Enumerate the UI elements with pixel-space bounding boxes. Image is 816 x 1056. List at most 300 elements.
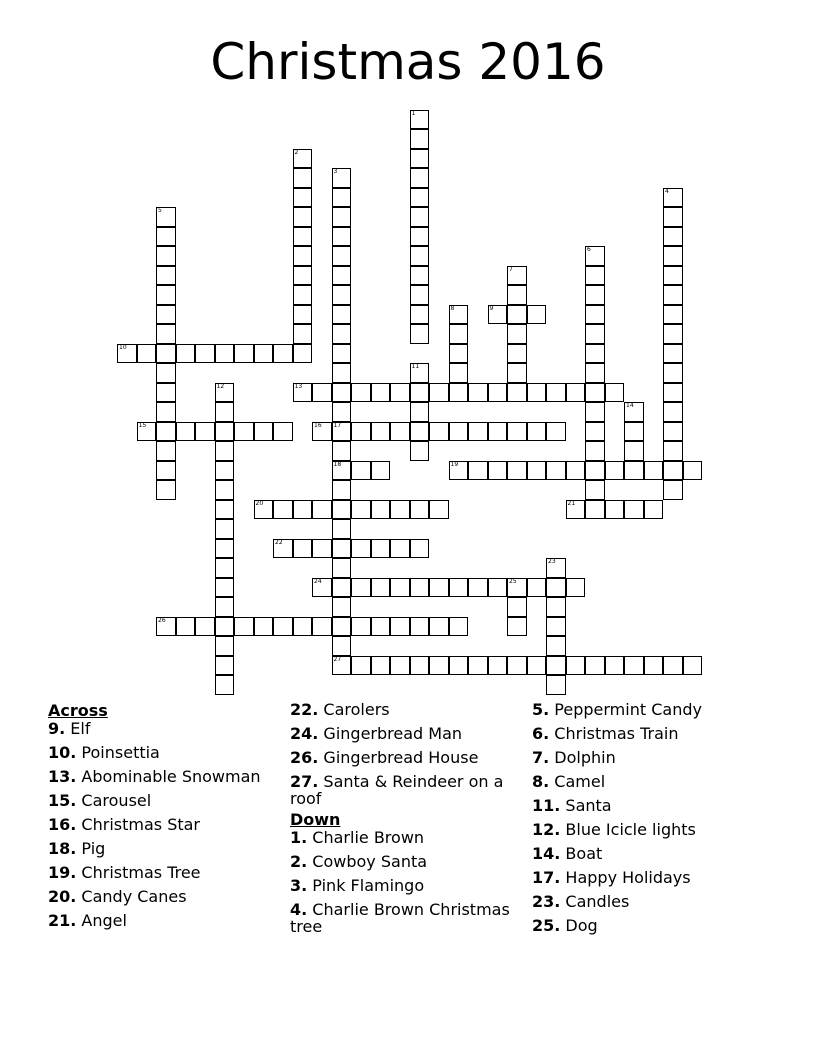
grid-cell[interactable] bbox=[215, 578, 235, 598]
cell-number: 13 bbox=[294, 382, 303, 390]
grid-cell[interactable] bbox=[527, 383, 547, 403]
down-clue bbox=[532, 821, 772, 838]
grid-cell[interactable] bbox=[332, 500, 352, 520]
grid-cell[interactable] bbox=[410, 402, 430, 422]
grid-cell[interactable] bbox=[176, 422, 196, 442]
across-clue bbox=[48, 912, 288, 929]
grid-cell[interactable] bbox=[332, 422, 352, 442]
grid-cell[interactable] bbox=[332, 207, 352, 227]
grid-cell[interactable] bbox=[429, 578, 449, 598]
grid-cell[interactable] bbox=[410, 305, 430, 325]
clue-number: 5. bbox=[532, 700, 550, 719]
grid-cell[interactable] bbox=[546, 383, 566, 403]
grid-cell[interactable] bbox=[332, 441, 352, 461]
grid-cell[interactable] bbox=[429, 383, 449, 403]
down-clue bbox=[532, 701, 772, 718]
clue-text: Peppermint Candy bbox=[549, 700, 702, 719]
grid-cell[interactable] bbox=[332, 558, 352, 578]
grid-cell[interactable] bbox=[156, 363, 176, 383]
grid-cell[interactable] bbox=[156, 344, 176, 364]
grid-cell[interactable] bbox=[410, 656, 430, 676]
clue-text: Camel bbox=[549, 772, 606, 791]
grid-cell[interactable] bbox=[663, 207, 683, 227]
grid-cell[interactable] bbox=[663, 285, 683, 305]
grid-cell[interactable] bbox=[566, 500, 586, 520]
grid-cell[interactable] bbox=[351, 500, 371, 520]
grid-cell[interactable] bbox=[585, 363, 605, 383]
grid-cell[interactable] bbox=[273, 344, 293, 364]
grid-cell[interactable] bbox=[293, 617, 313, 637]
grid-cell[interactable] bbox=[585, 441, 605, 461]
grid-cell[interactable] bbox=[585, 461, 605, 481]
cell-number: 3 bbox=[333, 168, 338, 175]
grid-cell[interactable] bbox=[156, 266, 176, 286]
grid-cell[interactable] bbox=[215, 383, 235, 403]
grid-cell[interactable] bbox=[410, 422, 430, 442]
grid-cell[interactable] bbox=[449, 324, 469, 344]
grid-cell[interactable] bbox=[507, 344, 527, 364]
grid-cell[interactable] bbox=[488, 656, 508, 676]
grid-cell[interactable] bbox=[507, 578, 527, 598]
grid-cell[interactable] bbox=[293, 500, 313, 520]
across-clue-list-continued bbox=[290, 701, 530, 807]
grid-cell[interactable] bbox=[546, 597, 566, 617]
grid-cell[interactable] bbox=[488, 383, 508, 403]
grid-cell[interactable] bbox=[254, 500, 274, 520]
grid-cell[interactable] bbox=[332, 656, 352, 676]
grid-cell[interactable] bbox=[585, 383, 605, 403]
grid-cell[interactable] bbox=[683, 656, 703, 676]
down-clue bbox=[290, 877, 530, 894]
grid-cell[interactable] bbox=[585, 344, 605, 364]
grid-cell[interactable] bbox=[332, 344, 352, 364]
grid-cell[interactable] bbox=[429, 617, 449, 637]
grid-cell[interactable] bbox=[215, 558, 235, 578]
across-clue bbox=[48, 816, 288, 833]
grid-cell[interactable] bbox=[527, 422, 547, 442]
grid-cell[interactable] bbox=[215, 636, 235, 656]
grid-cell[interactable] bbox=[156, 422, 176, 442]
grid-cell[interactable] bbox=[195, 344, 215, 364]
clue-text: Abominable Snowman bbox=[76, 767, 261, 786]
grid-cell[interactable] bbox=[410, 266, 430, 286]
grid-cell[interactable] bbox=[429, 422, 449, 442]
grid-cell[interactable] bbox=[351, 422, 371, 442]
grid-cell[interactable] bbox=[390, 578, 410, 598]
grid-cell[interactable] bbox=[410, 129, 430, 149]
grid-cell[interactable] bbox=[137, 422, 157, 442]
grid-cell[interactable] bbox=[663, 441, 683, 461]
grid-cell[interactable] bbox=[566, 383, 586, 403]
grid-cell[interactable] bbox=[371, 422, 391, 442]
grid-cell[interactable] bbox=[215, 461, 235, 481]
grid-cell[interactable] bbox=[234, 617, 254, 637]
grid-cell[interactable] bbox=[332, 305, 352, 325]
grid-cell[interactable] bbox=[507, 324, 527, 344]
grid-cell[interactable] bbox=[410, 149, 430, 169]
grid-cell[interactable] bbox=[468, 461, 488, 481]
grid-cell[interactable] bbox=[585, 285, 605, 305]
grid-cell[interactable] bbox=[449, 422, 469, 442]
grid-cell[interactable] bbox=[234, 344, 254, 364]
grid-cell[interactable] bbox=[605, 383, 625, 403]
grid-cell[interactable] bbox=[527, 656, 547, 676]
across-clue bbox=[290, 773, 530, 807]
grid-cell[interactable] bbox=[176, 617, 196, 637]
grid-cell[interactable] bbox=[293, 285, 313, 305]
grid-cell[interactable] bbox=[585, 480, 605, 500]
grid-cell[interactable] bbox=[546, 656, 566, 676]
grid-cell[interactable] bbox=[351, 539, 371, 559]
grid-cell[interactable] bbox=[293, 207, 313, 227]
grid-cell[interactable] bbox=[468, 656, 488, 676]
grid-cell[interactable] bbox=[156, 285, 176, 305]
across-clue bbox=[48, 864, 288, 881]
grid-cell[interactable] bbox=[507, 285, 527, 305]
grid-cell[interactable] bbox=[507, 461, 527, 481]
grid-cell[interactable] bbox=[371, 578, 391, 598]
grid-cell[interactable] bbox=[624, 656, 644, 676]
grid-cell[interactable] bbox=[293, 188, 313, 208]
grid-cell[interactable] bbox=[488, 305, 508, 325]
grid-cell[interactable] bbox=[410, 207, 430, 227]
grid-cell[interactable] bbox=[332, 597, 352, 617]
grid-cell[interactable] bbox=[527, 461, 547, 481]
grid-cell[interactable] bbox=[371, 383, 391, 403]
grid-cell[interactable] bbox=[351, 461, 371, 481]
grid-cell[interactable] bbox=[293, 227, 313, 247]
clue-text: Charlie Brown Christmas tree bbox=[290, 900, 510, 936]
clues-column-1 bbox=[48, 701, 288, 936]
grid-cell[interactable] bbox=[254, 344, 274, 364]
grid-cell[interactable] bbox=[624, 441, 644, 461]
grid-cell[interactable] bbox=[663, 344, 683, 364]
grid-cell[interactable] bbox=[449, 305, 469, 325]
grid-cell[interactable] bbox=[585, 266, 605, 286]
grid-cell[interactable] bbox=[332, 480, 352, 500]
grid-cell[interactable] bbox=[371, 539, 391, 559]
grid-cell[interactable] bbox=[585, 656, 605, 676]
grid-cell[interactable] bbox=[156, 383, 176, 403]
grid-cell[interactable] bbox=[624, 461, 644, 481]
grid-cell[interactable] bbox=[332, 246, 352, 266]
grid-cell[interactable] bbox=[507, 383, 527, 403]
grid-cell[interactable] bbox=[410, 383, 430, 403]
grid-cell[interactable] bbox=[683, 461, 703, 481]
grid-cell[interactable] bbox=[215, 656, 235, 676]
grid-cell[interactable] bbox=[215, 422, 235, 442]
grid-cell[interactable] bbox=[293, 246, 313, 266]
grid-cell[interactable] bbox=[156, 461, 176, 481]
clue-number: 14. bbox=[532, 844, 561, 863]
cell-number: 23 bbox=[548, 558, 556, 565]
grid-cell[interactable] bbox=[371, 500, 391, 520]
cell-number: 11 bbox=[411, 363, 420, 370]
clue-text: Poinsettia bbox=[76, 743, 160, 762]
grid-cell[interactable] bbox=[507, 305, 527, 325]
grid-cell[interactable] bbox=[312, 422, 332, 442]
clue-number: 19. bbox=[48, 863, 77, 882]
grid-cell[interactable] bbox=[215, 519, 235, 539]
down-clue bbox=[532, 797, 772, 814]
grid-cell[interactable] bbox=[351, 383, 371, 403]
grid-cell[interactable] bbox=[156, 246, 176, 266]
grid-cell[interactable] bbox=[663, 383, 683, 403]
grid-cell[interactable] bbox=[410, 617, 430, 637]
grid-cell[interactable] bbox=[507, 617, 527, 637]
grid-cell[interactable] bbox=[332, 188, 352, 208]
grid-cell[interactable] bbox=[215, 617, 235, 637]
grid-cell[interactable] bbox=[351, 656, 371, 676]
grid-cell[interactable] bbox=[293, 383, 313, 403]
grid-cell[interactable] bbox=[332, 324, 352, 344]
grid-cell[interactable] bbox=[507, 656, 527, 676]
grid-cell[interactable] bbox=[585, 402, 605, 422]
grid-cell[interactable] bbox=[176, 344, 196, 364]
grid-cell[interactable] bbox=[449, 578, 469, 598]
grid-cell[interactable] bbox=[605, 500, 625, 520]
grid-cell[interactable] bbox=[293, 266, 313, 286]
grid-cell[interactable] bbox=[332, 402, 352, 422]
grid-cell[interactable] bbox=[644, 656, 664, 676]
grid-cell[interactable] bbox=[156, 617, 176, 637]
grid-cell[interactable] bbox=[312, 617, 332, 637]
grid-cell[interactable] bbox=[585, 324, 605, 344]
grid-cell[interactable] bbox=[156, 324, 176, 344]
grid-cell[interactable] bbox=[332, 461, 352, 481]
grid-cell[interactable] bbox=[429, 500, 449, 520]
grid-cell[interactable] bbox=[312, 539, 332, 559]
grid-cell[interactable] bbox=[332, 383, 352, 403]
cell-number: 18 bbox=[333, 460, 342, 468]
cell-number: 6 bbox=[587, 246, 591, 253]
grid-cell[interactable] bbox=[566, 578, 586, 598]
grid-cell[interactable] bbox=[332, 363, 352, 383]
grid-cell[interactable] bbox=[663, 266, 683, 286]
grid-cell[interactable] bbox=[663, 305, 683, 325]
cell-number: 12 bbox=[216, 382, 225, 390]
grid-cell[interactable] bbox=[449, 383, 469, 403]
grid-cell[interactable] bbox=[215, 597, 235, 617]
grid-cell[interactable] bbox=[546, 617, 566, 637]
grid-cell[interactable] bbox=[332, 519, 352, 539]
grid-cell[interactable] bbox=[429, 656, 449, 676]
grid-cell[interactable] bbox=[507, 266, 527, 286]
grid-cell[interactable] bbox=[156, 207, 176, 227]
grid-cell[interactable] bbox=[488, 578, 508, 598]
grid-cell[interactable] bbox=[312, 578, 332, 598]
grid-cell[interactable] bbox=[215, 402, 235, 422]
grid-cell[interactable] bbox=[273, 617, 293, 637]
across-clue bbox=[290, 701, 530, 718]
grid-cell[interactable] bbox=[137, 344, 157, 364]
grid-cell[interactable] bbox=[234, 422, 254, 442]
grid-cell[interactable] bbox=[215, 539, 235, 559]
grid-cell[interactable] bbox=[507, 422, 527, 442]
grid-cell[interactable] bbox=[156, 227, 176, 247]
grid-cell[interactable] bbox=[449, 617, 469, 637]
grid-cell[interactable] bbox=[644, 461, 664, 481]
grid-cell[interactable] bbox=[605, 656, 625, 676]
grid-cell[interactable] bbox=[332, 266, 352, 286]
grid-cell[interactable] bbox=[585, 500, 605, 520]
grid-cell[interactable] bbox=[332, 578, 352, 598]
across-clue bbox=[48, 840, 288, 857]
grid-cell[interactable] bbox=[468, 578, 488, 598]
grid-cell[interactable] bbox=[293, 149, 313, 169]
grid-cell[interactable] bbox=[527, 578, 547, 598]
grid-cell[interactable] bbox=[410, 441, 430, 461]
grid-cell[interactable] bbox=[410, 188, 430, 208]
grid-cell[interactable] bbox=[332, 617, 352, 637]
clue-text: Gingerbread House bbox=[318, 748, 479, 767]
grid-cell[interactable] bbox=[390, 656, 410, 676]
grid-cell[interactable] bbox=[332, 539, 352, 559]
grid-cell[interactable] bbox=[605, 461, 625, 481]
grid-cell[interactable] bbox=[488, 422, 508, 442]
grid-cell[interactable] bbox=[585, 246, 605, 266]
grid-cell[interactable] bbox=[546, 558, 566, 578]
grid-cell[interactable] bbox=[273, 422, 293, 442]
grid-cell[interactable] bbox=[663, 402, 683, 422]
grid-cell[interactable] bbox=[624, 500, 644, 520]
clue-text: Christmas Tree bbox=[76, 863, 201, 882]
grid-cell[interactable] bbox=[371, 656, 391, 676]
grid-cell[interactable] bbox=[663, 656, 683, 676]
grid-cell[interactable] bbox=[663, 363, 683, 383]
grid-cell[interactable] bbox=[488, 461, 508, 481]
grid-cell[interactable] bbox=[332, 636, 352, 656]
grid-cell[interactable] bbox=[156, 305, 176, 325]
grid-cell[interactable] bbox=[215, 344, 235, 364]
grid-cell[interactable] bbox=[566, 656, 586, 676]
grid-cell[interactable] bbox=[293, 344, 313, 364]
grid-cell[interactable] bbox=[566, 461, 586, 481]
clue-number: 20. bbox=[48, 887, 77, 906]
grid-cell[interactable] bbox=[390, 422, 410, 442]
grid-cell[interactable] bbox=[449, 344, 469, 364]
grid-cell[interactable] bbox=[546, 578, 566, 598]
grid-cell[interactable] bbox=[585, 422, 605, 442]
grid-cell[interactable] bbox=[410, 578, 430, 598]
grid-cell[interactable] bbox=[312, 383, 332, 403]
clue-text: Charlie Brown bbox=[307, 828, 425, 847]
grid-cell[interactable] bbox=[312, 500, 332, 520]
grid-cell[interactable] bbox=[390, 383, 410, 403]
clue-text: Angel bbox=[76, 911, 127, 930]
grid-cell[interactable] bbox=[215, 675, 235, 695]
grid-cell[interactable] bbox=[663, 227, 683, 247]
grid-cell[interactable] bbox=[215, 500, 235, 520]
grid-cell[interactable] bbox=[410, 363, 430, 383]
cell-number: 21 bbox=[567, 499, 576, 507]
clue-text: Candles bbox=[560, 892, 630, 911]
grid-cell[interactable] bbox=[410, 500, 430, 520]
grid-cell[interactable] bbox=[663, 480, 683, 500]
grid-cell[interactable] bbox=[371, 617, 391, 637]
grid-cell[interactable] bbox=[117, 344, 137, 364]
grid-cell[interactable] bbox=[293, 324, 313, 344]
grid-cell[interactable] bbox=[215, 480, 235, 500]
grid-cell[interactable] bbox=[624, 402, 644, 422]
grid-cell[interactable] bbox=[390, 539, 410, 559]
grid-cell[interactable] bbox=[663, 461, 683, 481]
grid-cell[interactable] bbox=[410, 324, 430, 344]
grid-cell[interactable] bbox=[156, 480, 176, 500]
grid-cell[interactable] bbox=[546, 422, 566, 442]
grid-cell[interactable] bbox=[410, 168, 430, 188]
grid-cell[interactable] bbox=[371, 461, 391, 481]
grid-cell[interactable] bbox=[410, 539, 430, 559]
grid-cell[interactable] bbox=[546, 636, 566, 656]
clue-number: 13. bbox=[48, 767, 77, 786]
grid-cell[interactable] bbox=[468, 422, 488, 442]
grid-cell[interactable] bbox=[195, 422, 215, 442]
grid-cell[interactable] bbox=[663, 246, 683, 266]
grid-cell[interactable] bbox=[507, 597, 527, 617]
clue-text: Dolphin bbox=[549, 748, 616, 767]
clue-number: 8. bbox=[532, 772, 550, 791]
grid-cell[interactable] bbox=[254, 617, 274, 637]
grid-cell[interactable] bbox=[507, 363, 527, 383]
grid-cell[interactable] bbox=[273, 500, 293, 520]
across-clue bbox=[48, 768, 288, 785]
cell-number: 14 bbox=[626, 402, 634, 409]
grid-cell[interactable] bbox=[156, 402, 176, 422]
grid-cell[interactable] bbox=[410, 110, 430, 130]
grid-cell[interactable] bbox=[293, 305, 313, 325]
grid-cell[interactable] bbox=[410, 227, 430, 247]
clues-column-3 bbox=[532, 701, 772, 941]
grid-cell[interactable] bbox=[410, 285, 430, 305]
grid-cell[interactable] bbox=[585, 305, 605, 325]
grid-cell[interactable] bbox=[156, 441, 176, 461]
grid-cell[interactable] bbox=[663, 188, 683, 208]
clue-number: 2. bbox=[290, 852, 308, 871]
grid-cell[interactable] bbox=[293, 168, 313, 188]
grid-cell[interactable] bbox=[332, 168, 352, 188]
grid-cell[interactable] bbox=[527, 305, 547, 325]
grid-cell[interactable] bbox=[351, 617, 371, 637]
grid-cell[interactable] bbox=[663, 324, 683, 344]
clue-text: Santa & Reindeer on a roof bbox=[290, 772, 504, 808]
grid-cell[interactable] bbox=[390, 500, 410, 520]
grid-cell[interactable] bbox=[449, 461, 469, 481]
clue-text: Pig bbox=[76, 839, 106, 858]
grid-cell[interactable] bbox=[351, 578, 371, 598]
grid-cell[interactable] bbox=[546, 675, 566, 695]
clue-text: Christmas Star bbox=[76, 815, 200, 834]
grid-cell[interactable] bbox=[254, 422, 274, 442]
grid-cell[interactable] bbox=[410, 246, 430, 266]
grid-cell[interactable] bbox=[449, 656, 469, 676]
cell-number: 15 bbox=[138, 421, 147, 429]
grid-cell[interactable] bbox=[332, 227, 352, 247]
grid-cell[interactable] bbox=[273, 539, 293, 559]
grid-cell[interactable] bbox=[390, 617, 410, 637]
grid-cell[interactable] bbox=[663, 422, 683, 442]
grid-cell[interactable] bbox=[624, 422, 644, 442]
grid-cell[interactable] bbox=[546, 461, 566, 481]
grid-cell[interactable] bbox=[195, 617, 215, 637]
grid-cell[interactable] bbox=[449, 363, 469, 383]
grid-cell[interactable] bbox=[468, 383, 488, 403]
grid-cell[interactable] bbox=[644, 500, 664, 520]
grid-cell[interactable] bbox=[215, 441, 235, 461]
grid-cell[interactable] bbox=[293, 539, 313, 559]
cell-number: 2 bbox=[294, 148, 299, 156]
grid-cell[interactable] bbox=[332, 285, 352, 305]
